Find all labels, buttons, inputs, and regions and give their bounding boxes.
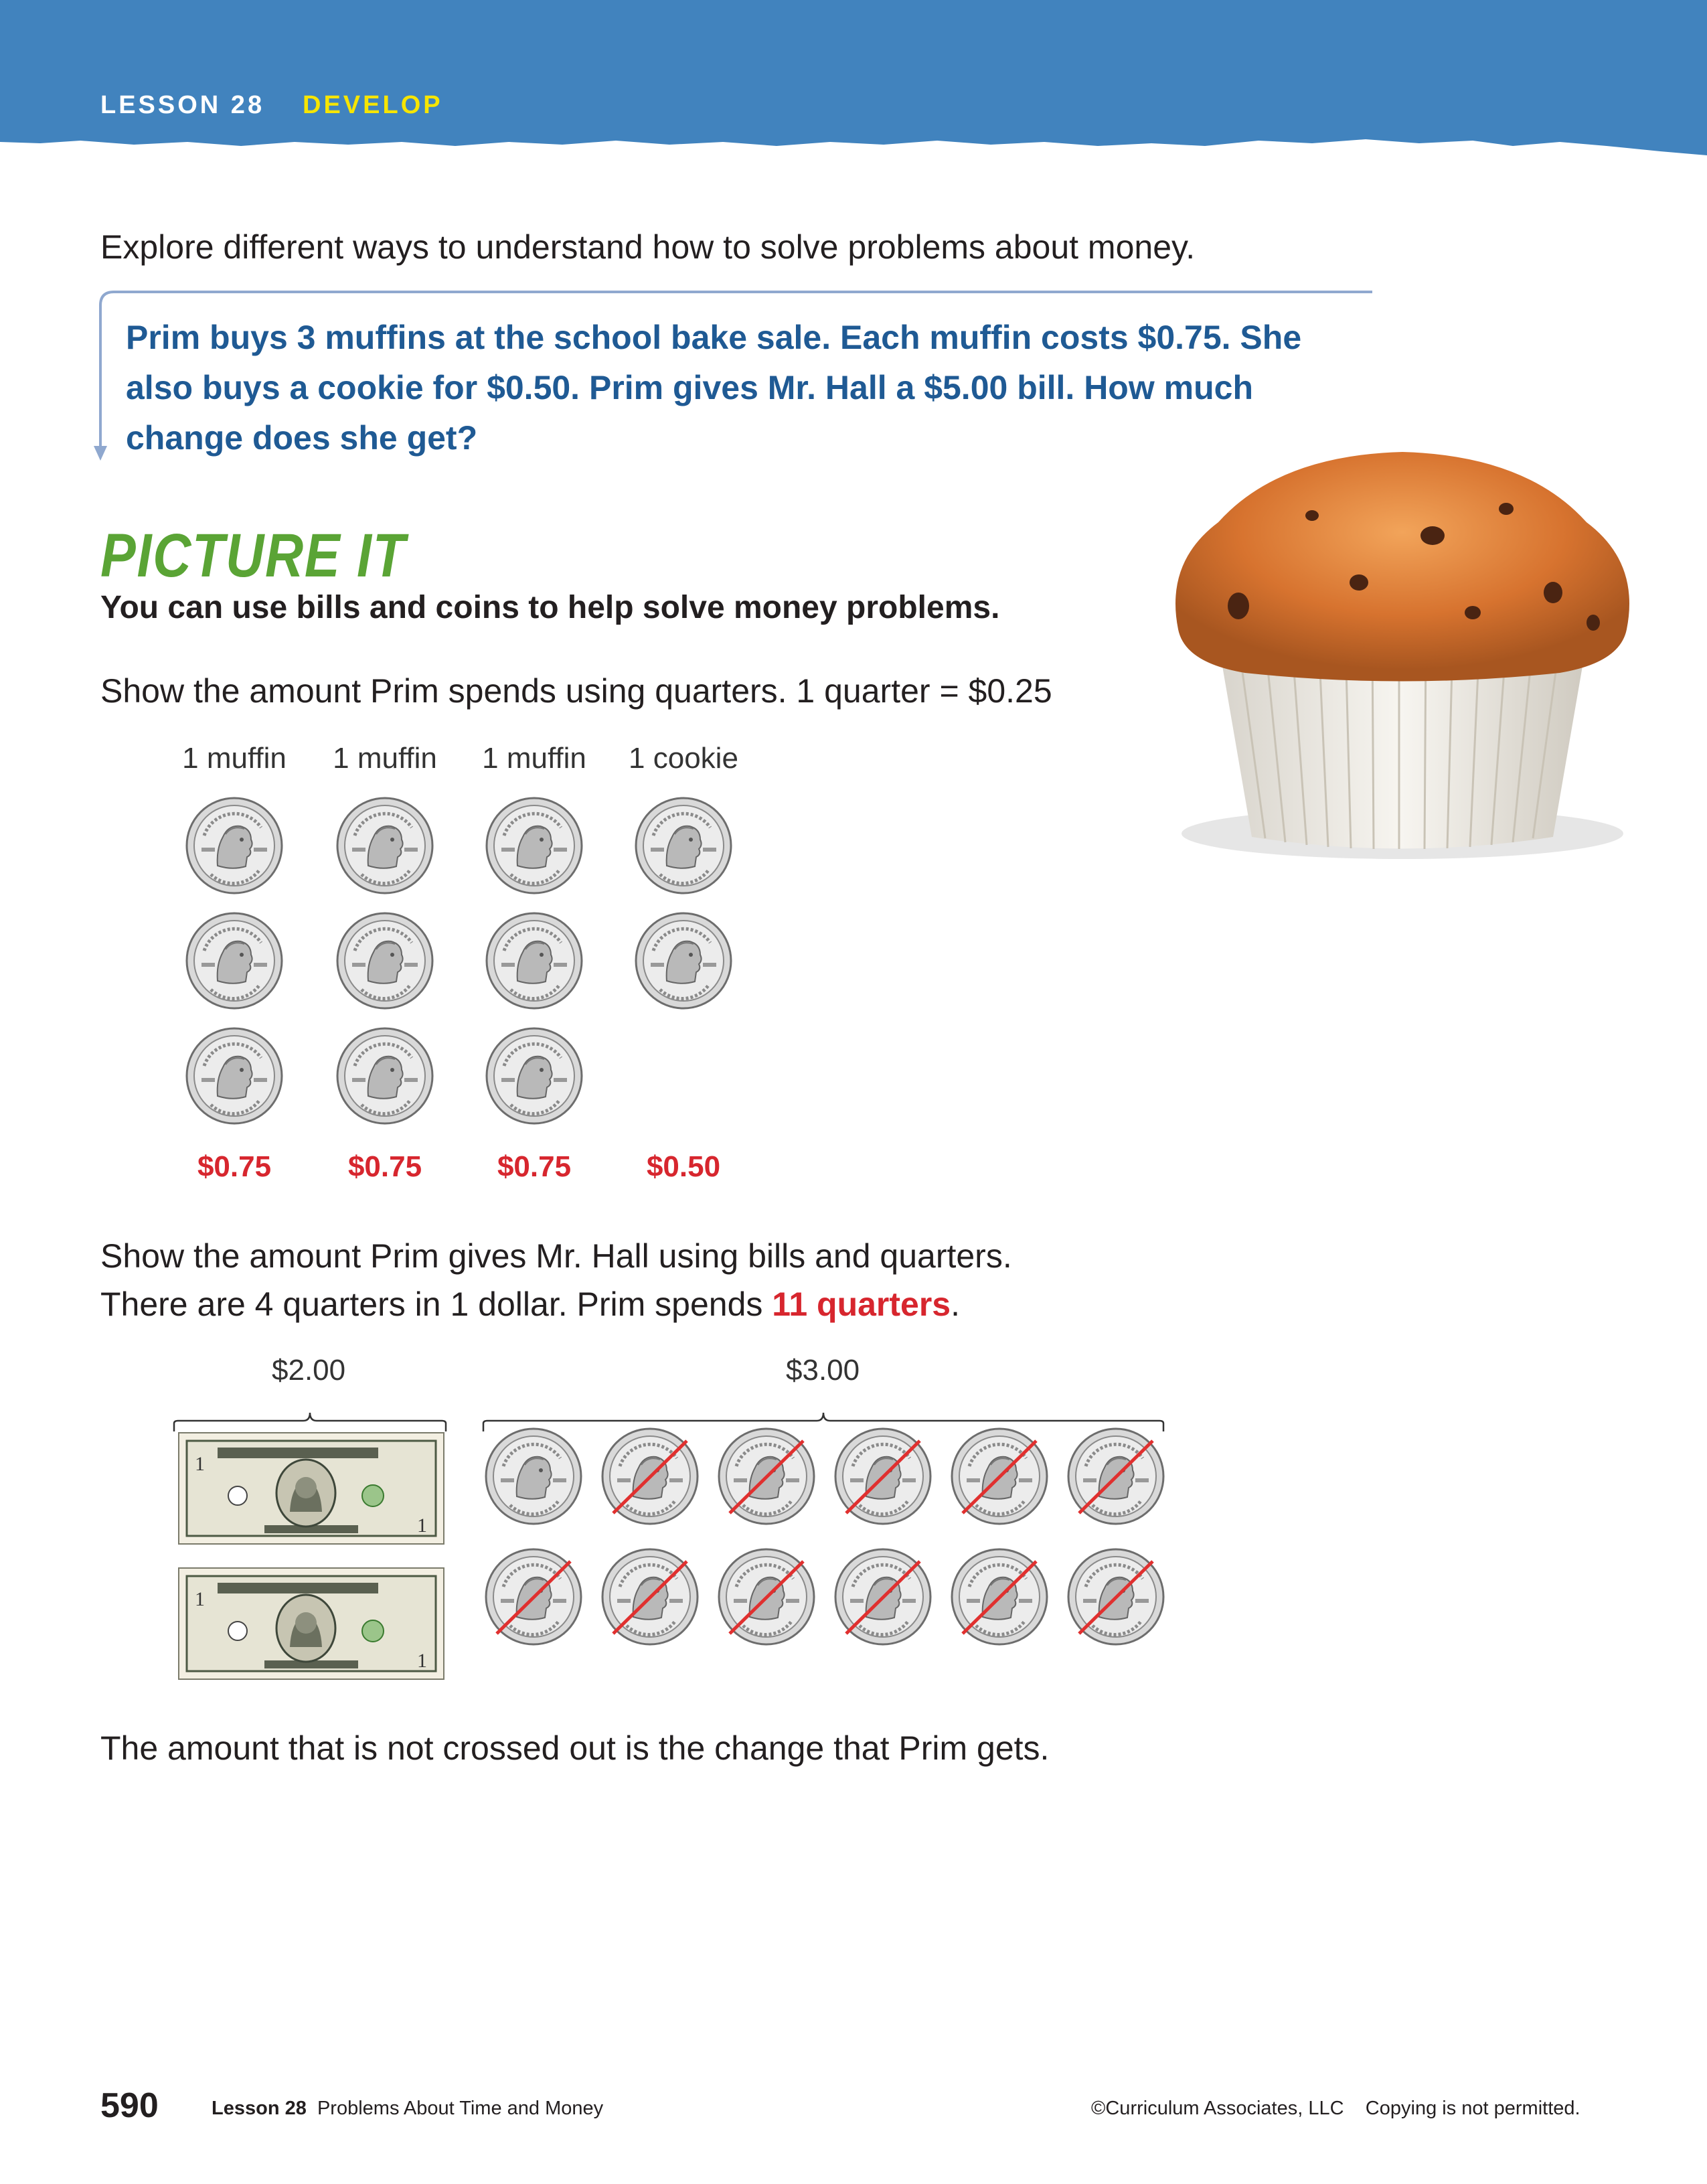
statement-spend-quarters: Show the amount Prim spends using quarters. 1 quarter = $0.25 — [100, 672, 1052, 710]
crossed-out-quarter — [600, 1547, 700, 1647]
footer-lesson-title: Problems About Time and Money — [317, 2098, 604, 2119]
quarter-coin — [484, 911, 584, 1011]
quarters-total-label: $3.00 — [786, 1354, 860, 1387]
lesson-number: LESSON 28 — [100, 91, 265, 119]
quarters-spent-highlight: 11 quarters — [772, 1285, 951, 1323]
crossed-out-quarter — [1066, 1547, 1166, 1647]
quarters-brace — [482, 1411, 1165, 1433]
quarter-coin — [184, 795, 284, 896]
quarter-coin — [335, 795, 435, 896]
change-quarter — [483, 1426, 584, 1527]
svg-text:1: 1 — [417, 1514, 427, 1537]
bills-total-label: $2.00 — [272, 1354, 346, 1387]
column-label: 1 muffin — [482, 742, 586, 775]
crossed-out-quarter — [949, 1547, 1050, 1647]
picture-it-heading: PICTURE IT — [100, 522, 406, 590]
footer-lesson — [212, 2098, 603, 2120]
footer-lesson-number: Lesson 28 — [212, 2098, 307, 2119]
dollar-bill — [177, 1567, 445, 1681]
column-label: 1 cookie — [629, 742, 738, 775]
svg-text:1: 1 — [195, 1588, 205, 1610]
crossed-out-quarter — [716, 1547, 817, 1647]
crossed-out-quarter — [833, 1426, 933, 1527]
crossed-out-quarter — [833, 1547, 933, 1647]
quarter-coin — [184, 911, 284, 1011]
quarter-coin — [633, 795, 734, 896]
muffin-image — [1158, 442, 1647, 870]
quarter-coin — [184, 1026, 284, 1126]
column-label: 1 muffin — [182, 742, 287, 775]
copy-notice: Copying is not permitted. — [1365, 2098, 1580, 2119]
column-label: 1 muffin — [333, 742, 437, 775]
crossed-out-quarter — [600, 1426, 700, 1527]
column-amount: $0.75 — [347, 1150, 422, 1183]
problem-statement: Prim buys 3 muffins at the school bake sale. Each muffin costs $0.75. She also buys a cookie for $0.50. Prim gives Mr. Hall a $5.00 bill. How much change does she get? — [126, 319, 1302, 457]
svg-text:1: 1 — [195, 1453, 205, 1475]
statement-prefix: There are 4 quarters in 1 dollar. Prim spends — [100, 1285, 773, 1323]
dollar-bill — [177, 1431, 445, 1545]
section-label: DEVELOP — [303, 91, 443, 119]
svg-text:1: 1 — [417, 1650, 427, 1672]
quarter-coin — [335, 911, 435, 1011]
quarter-coin — [484, 795, 584, 896]
quarter-coin — [335, 1026, 435, 1126]
column-amount: $0.50 — [646, 1150, 721, 1183]
crossed-out-quarter — [1066, 1426, 1166, 1527]
quarter-coin — [633, 911, 734, 1011]
crossed-out-quarter — [949, 1426, 1050, 1527]
page-number: 590 — [100, 2086, 159, 2125]
footer-copyright — [1091, 2098, 1580, 2120]
lesson-header-band — [0, 0, 1707, 155]
intro-text: Explore different ways to understand how to solve problems about money. — [100, 228, 1196, 266]
statement-change: The amount that is not crossed out is the change that Prim gets. — [100, 1729, 1050, 1767]
bills-brace — [173, 1411, 447, 1433]
quarter-coin — [484, 1026, 584, 1126]
crossed-out-quarter — [716, 1426, 817, 1527]
statement-suffix: . — [951, 1285, 961, 1323]
crossed-out-quarter — [483, 1547, 584, 1647]
copyright-text: ©Curriculum Associates, LLC — [1091, 2098, 1344, 2119]
column-amount: $0.75 — [497, 1150, 572, 1183]
statement-quarters-spent — [100, 1280, 960, 1328]
picture-it-subtitle: You can use bills and coins to help solve money problems. — [100, 590, 1000, 625]
statement-bills-quarters: Show the amount Prim gives Mr. Hall using bills and quarters. — [100, 1237, 1012, 1275]
column-amount: $0.75 — [197, 1150, 272, 1183]
